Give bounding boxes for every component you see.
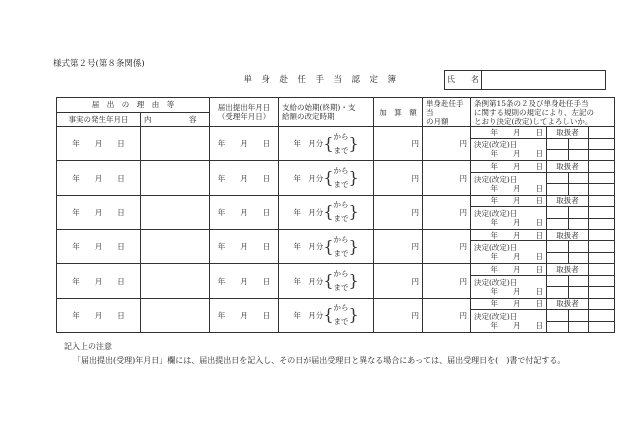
event-date-cell[interactable]	[57, 195, 141, 229]
approval-date-text: 年 月 日	[490, 162, 543, 172]
header-approval	[471, 98, 615, 127]
decision-cell[interactable]	[471, 138, 547, 161]
header-submit-date-line2: （受理年月日）	[217, 112, 271, 122]
stamp-cell-4[interactable]	[547, 252, 569, 263]
monthly-amount-cell[interactable]	[423, 298, 471, 332]
added-yen-text: 円	[411, 242, 419, 252]
submit-date-text: 年 月 日	[217, 276, 271, 286]
header-monthly-line1: 単身赴任手当	[426, 98, 464, 117]
event-date-text: 年 月 日	[72, 276, 125, 286]
stamp-cell-6[interactable]	[589, 149, 615, 160]
period-from-text: から	[333, 303, 349, 313]
handler-seal-cell[interactable]	[589, 230, 615, 241]
stamp-cell-6[interactable]	[589, 184, 615, 195]
handler-label-cell	[547, 195, 589, 206]
stamp-cell-2[interactable]	[569, 310, 589, 321]
event-date-cell[interactable]	[57, 127, 141, 161]
decision-date-text: 年 月 日	[490, 149, 543, 159]
handler-label: 取扱者	[556, 299, 579, 309]
stamp-cell-1[interactable]	[547, 172, 569, 183]
added-amount-cell[interactable]	[374, 127, 423, 161]
header-monthly-line2: の月額	[426, 116, 449, 126]
event-date-text: 年 月 日	[72, 310, 125, 320]
period-from-text: から	[333, 131, 349, 141]
stamp-cell-1[interactable]	[547, 207, 569, 218]
submit-date-cell[interactable]	[210, 264, 279, 298]
stamp-cell-1[interactable]	[547, 138, 569, 149]
period-month-text: 年 月分	[293, 173, 324, 183]
header-added-amount: 加 算 額	[374, 98, 423, 127]
stamp-cell-4[interactable]	[547, 184, 569, 195]
content-cell[interactable]	[141, 127, 210, 161]
period-from-text: から	[333, 269, 349, 278]
stamp-cell-5[interactable]	[569, 149, 589, 160]
right-brace-icon: }	[348, 305, 359, 325]
header-reason: 届 出 の 理 由 等	[57, 98, 210, 113]
header-period-line2: 給額の改定時期	[282, 112, 335, 122]
monthly-yen-text: 円	[459, 242, 467, 252]
left-brace-icon: {	[323, 271, 334, 290]
decision-label: 決定(改定)日	[474, 277, 518, 287]
submit-date-text: 年 月 日	[217, 139, 271, 149]
handler-label: 取扱者	[556, 265, 579, 275]
stamp-cell-6[interactable]	[589, 218, 615, 229]
submit-date-cell[interactable]	[210, 298, 279, 332]
right-brace-icon: }	[348, 168, 359, 188]
approval-date-text: 年 月 日	[490, 299, 543, 309]
period-to-text: まで	[333, 145, 349, 155]
submit-date-text: 年 月 日	[217, 242, 271, 252]
decision-date-text: 年 月 日	[490, 218, 543, 228]
left-brace-icon: {	[323, 168, 334, 188]
decision-cell[interactable]	[471, 207, 547, 230]
name-label: 氏 名	[445, 71, 482, 89]
decision-label: 決定(改定)日	[474, 140, 518, 150]
stamp-cell-1[interactable]	[547, 275, 569, 286]
stamp-cell-4[interactable]	[547, 287, 569, 298]
submit-date-text: 年 月 日	[217, 310, 271, 320]
stamp-cell-2[interactable]	[569, 241, 589, 252]
handler-seal-cell[interactable]	[589, 298, 615, 309]
approval-date-cell[interactable]	[471, 127, 547, 138]
period-cell[interactable]	[279, 230, 374, 264]
submit-date-text: 年 月 日	[217, 207, 271, 217]
monthly-yen-text: 円	[459, 310, 467, 320]
header-content: 内 容	[141, 112, 210, 127]
right-brace-icon: }	[348, 236, 359, 256]
handler-label-cell	[547, 230, 589, 241]
monthly-yen-text: 円	[459, 207, 467, 217]
period-month-text: 年 月分	[293, 242, 324, 252]
period-month-text: 年 月分	[293, 139, 324, 149]
handler-label: 取扱者	[556, 230, 579, 240]
approval-date-text: 年 月 日	[490, 265, 543, 275]
handler-label: 取扱者	[556, 162, 579, 172]
right-brace-icon: }	[348, 133, 359, 153]
stamp-cell-3[interactable]	[589, 172, 615, 183]
approval-date-cell[interactable]	[471, 195, 547, 206]
header-period-line1: 支給の始期(終期)・支	[282, 103, 356, 113]
event-date-cell[interactable]	[57, 264, 141, 298]
header-submit-date-line1: 届出提出年月日	[217, 103, 271, 113]
decision-date-text: 年 月 日	[490, 286, 543, 296]
content-cell[interactable]	[141, 230, 210, 264]
monthly-yen-text: 円	[459, 276, 467, 286]
stamp-cell-4[interactable]	[547, 149, 569, 160]
monthly-amount-cell[interactable]	[423, 161, 471, 195]
stamp-cell-3[interactable]	[589, 241, 615, 252]
content-cell[interactable]	[141, 195, 210, 229]
left-brace-icon: {	[323, 236, 334, 256]
stamp-cell-3[interactable]	[589, 310, 615, 321]
submit-date-cell[interactable]	[210, 127, 279, 161]
header-submit-date	[210, 98, 279, 127]
stamp-cell-2[interactable]	[569, 138, 589, 149]
handler-label-cell	[547, 161, 589, 172]
stamp-cell-3[interactable]	[589, 275, 615, 286]
added-amount-cell[interactable]	[374, 264, 423, 298]
period-cell[interactable]	[279, 298, 374, 332]
stamp-cell-4[interactable]	[547, 321, 569, 332]
decision-label: 決定(改定)日	[474, 209, 518, 219]
decision-label: 決定(改定)日	[474, 174, 518, 184]
allowance-table	[56, 97, 615, 333]
approval-date-text: 年 月 日	[490, 230, 543, 240]
period-cell[interactable]	[279, 264, 374, 298]
event-date-cell[interactable]	[57, 298, 141, 332]
approval-date-cell[interactable]	[471, 298, 547, 309]
stamp-cell-5[interactable]	[569, 287, 589, 298]
period-month-text: 年 月分	[293, 207, 324, 217]
event-date-cell[interactable]	[57, 230, 141, 264]
period-month-text: 年 月分	[293, 310, 324, 320]
name-box	[444, 70, 606, 90]
approval-date-text: 年 月 日	[490, 127, 543, 137]
header-approval-line1: 条例第15条の２及び単身赴任手当	[474, 98, 589, 108]
period-cell[interactable]	[279, 127, 374, 161]
content-cell[interactable]	[141, 264, 210, 298]
right-brace-icon: }	[348, 271, 359, 290]
event-date-text: 年 月 日	[72, 242, 125, 252]
decision-cell[interactable]	[471, 172, 547, 195]
stamp-cell-2[interactable]	[569, 275, 589, 286]
event-date-text: 年 月 日	[72, 173, 125, 183]
added-yen-text: 円	[411, 310, 419, 320]
left-brace-icon: {	[323, 305, 334, 325]
monthly-amount-cell[interactable]	[423, 264, 471, 298]
handler-label-cell	[547, 127, 589, 138]
handler-seal-cell[interactable]	[589, 161, 615, 172]
handler-seal-cell[interactable]	[589, 264, 615, 275]
added-yen-text: 円	[411, 173, 419, 183]
added-amount-cell[interactable]	[374, 298, 423, 332]
period-to-text: まで	[333, 180, 349, 190]
event-date-cell[interactable]	[57, 161, 141, 195]
stamp-cell-2[interactable]	[569, 207, 589, 218]
notes-heading: 記入上の注意	[64, 342, 112, 351]
decision-label: 決定(改定)日	[474, 243, 518, 253]
added-yen-text: 円	[411, 276, 419, 286]
submit-date-cell[interactable]	[210, 161, 279, 195]
approval-date-cell[interactable]	[471, 230, 547, 241]
decision-label: 決定(改定)日	[474, 312, 518, 322]
name-field[interactable]	[482, 71, 606, 89]
period-from-text: から	[333, 166, 349, 176]
left-brace-icon: {	[323, 133, 334, 153]
period-to-text: まで	[333, 214, 349, 224]
stamp-cell-5[interactable]	[569, 218, 589, 229]
content-cell[interactable]	[141, 161, 210, 195]
header-event-date: 事実の発生年月日	[57, 112, 141, 127]
monthly-amount-cell[interactable]	[423, 195, 471, 229]
stamp-cell-1[interactable]	[547, 241, 569, 252]
handler-label-cell	[547, 264, 589, 275]
stamp-cell-5[interactable]	[569, 252, 589, 263]
period-from-text: から	[333, 234, 349, 244]
monthly-yen-text: 円	[459, 139, 467, 149]
monthly-yen-text: 円	[459, 173, 467, 183]
stamp-cell-1[interactable]	[547, 310, 569, 321]
header-approval-line3: とおり決定(改定)してよろしいか。	[474, 116, 593, 126]
header-approval-line2: に関する規則の規定により、左記の	[474, 107, 594, 117]
added-amount-cell[interactable]	[374, 230, 423, 264]
stamp-cell-2[interactable]	[569, 172, 589, 183]
decision-date-text: 年 月 日	[490, 183, 543, 193]
period-from-text: から	[333, 200, 349, 210]
header-period	[279, 98, 374, 127]
decision-date-text: 年 月 日	[490, 321, 543, 331]
submit-date-cell[interactable]	[210, 230, 279, 264]
handler-label: 取扱者	[556, 127, 579, 137]
header-monthly	[423, 98, 471, 127]
decision-cell[interactable]	[471, 275, 547, 298]
stamp-cell-6[interactable]	[589, 287, 615, 298]
handler-label: 取扱者	[556, 196, 579, 206]
added-yen-text: 円	[411, 139, 419, 149]
added-amount-cell[interactable]	[374, 195, 423, 229]
handler-label-cell	[547, 298, 589, 309]
form-code: 様式第２号(第８条関係)	[53, 59, 145, 69]
stamp-cell-3[interactable]	[589, 138, 615, 149]
handler-seal-cell[interactable]	[589, 195, 615, 206]
monthly-amount-cell[interactable]	[423, 230, 471, 264]
stamp-cell-4[interactable]	[547, 218, 569, 229]
notes-body: 「届出提出(受理)年月日」欄には、届出提出日を記入し、その日が届出受理日と異なる場合にあっては、届出受理日を( )書で付記する。	[73, 356, 566, 365]
approval-date-cell[interactable]	[471, 264, 547, 275]
stamp-cell-5[interactable]	[569, 184, 589, 195]
event-date-text: 年 月 日	[72, 207, 125, 217]
period-cell[interactable]	[279, 161, 374, 195]
submit-date-text: 年 月 日	[217, 173, 271, 183]
decision-date-text: 年 月 日	[490, 252, 543, 262]
period-to-text: まで	[333, 283, 349, 292]
handler-seal-cell[interactable]	[589, 127, 615, 138]
added-amount-cell[interactable]	[374, 161, 423, 195]
content-cell[interactable]	[141, 298, 210, 332]
decision-cell[interactable]	[471, 310, 547, 333]
period-cell[interactable]	[279, 195, 374, 229]
stamp-cell-6[interactable]	[589, 321, 615, 332]
monthly-amount-cell[interactable]	[423, 127, 471, 161]
decision-cell[interactable]	[471, 241, 547, 264]
period-month-text: 年 月分	[293, 276, 324, 286]
period-to-text: まで	[333, 317, 349, 327]
approval-date-text: 年 月 日	[490, 196, 543, 206]
stamp-cell-6[interactable]	[589, 252, 615, 263]
period-to-text: まで	[333, 248, 349, 258]
document-title: 単 身 赴 任 手 当 認 定 簿	[243, 75, 397, 85]
left-brace-icon: {	[323, 202, 334, 222]
approval-date-cell[interactable]	[471, 161, 547, 172]
submit-date-cell[interactable]	[210, 195, 279, 229]
event-date-text: 年 月 日	[72, 139, 125, 149]
added-yen-text: 円	[411, 207, 419, 217]
stamp-cell-3[interactable]	[589, 207, 615, 218]
stamp-cell-5[interactable]	[569, 321, 589, 332]
right-brace-icon: }	[348, 202, 359, 222]
